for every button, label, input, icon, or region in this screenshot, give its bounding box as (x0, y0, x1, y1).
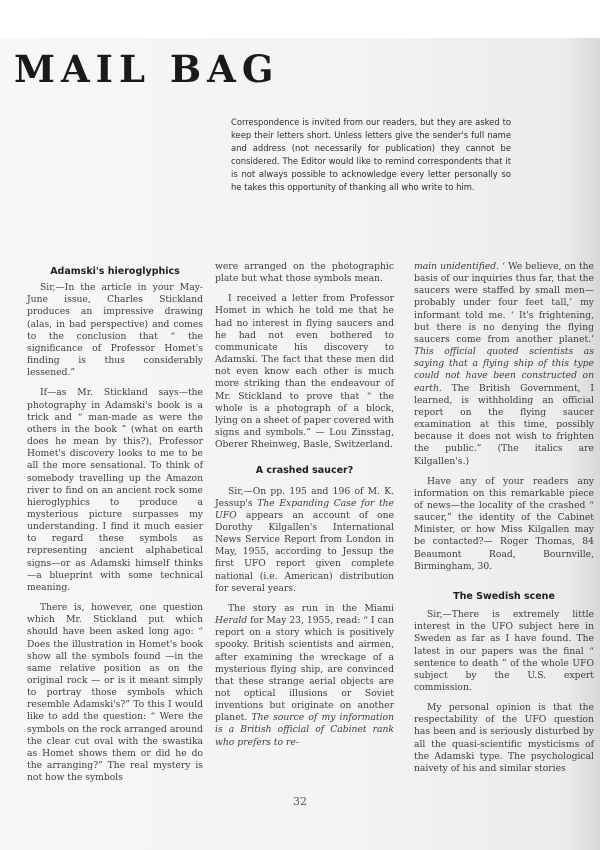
italic-quote: The source of my information is a British official of Cabinet rank who prefers to re- (215, 712, 394, 748)
text-run: for May 23, 1955, read: “ I can report on a story which is positively spooky. British scientists and airmen, after examining the wreckage of a mysterious flying ship, are convinced that these strange aerial objects are not optical illusions or Soviet inventions but originate on another planet. (215, 615, 394, 724)
newspaper-name: Herald (215, 615, 248, 627)
italic-quote: main unidentified. (414, 261, 500, 272)
letter-paragraph: Sir,—In the article in your May-June issue, Charles Stickland produces an impressive drawing (alas, in bad perspective) and comes to the conclusion that “ the significance of Professor Homet's finding is thus considerably lessened.” (27, 282, 203, 379)
italic-quote: This official quoted scientists as saying that a flying ship of this type could not have been constructed on earth. (414, 346, 594, 394)
letter-heading: A crashed saucer? (255, 465, 354, 477)
letter-paragraph (414, 261, 594, 468)
page-title: MAIL BAG (14, 47, 280, 91)
letter-paragraph: There is, however, one question which Mr. Stickland put which should have been asked long ago: “ Does the illustration in Homet's book show all the symbols found —in the same relative position as on the original rock — or is it meant simply to portray those symbols which resemble Adamski's?” To this I would like to add the question: “ Were the symbols on the rock arranged around the clear cut oval with the swastika as Homet shows them or did he do the arranging?” The real mystery is not how the symbols (27, 602, 203, 784)
text-run: appears an account of one Dorothy Kilgallen's International News Service Report from London in May, 1955, according to Jessup the first UFO report given complete national (i.e. American) distribution for several years. (215, 509, 394, 594)
letter-paragraph: Sir,—There is extremely little interest in the UFO subject here in Sweden as far as I have found. The latest in our papers was the final “ sentence to death ” of the whole UFO subject by the U.S. expert commission. (414, 609, 594, 693)
column-2 (215, 261, 394, 757)
page-number: 32 (293, 795, 307, 808)
text-run: The British Government, I learned, is withholding an official report on the flying saucer examination at this time, possibly because it does not wish to frighten the public.” (The italics are Kilgallen's.) (414, 382, 594, 467)
column-1 (27, 266, 203, 792)
editor-intro: Correspondence is invited from our readers, but they are asked to keep their letters short. Unless letters give the sender's full name and address (not necessarily for publication) they cannot be considered. The Editor would like to remind correspondents that it is not always possible to acknowledge every letter personally so he takes this opportunity of thanking all who write to him. (231, 117, 511, 192)
letter-paragraph: Have any of your readers any information on this remarkable piece of news—the locality of the crashed “ saucer,” the identity of the Cabinet Minister, or how Miss Kilgallen may be contacted?— Roger Thomas, 84 Beaumont Road, Bournville, Birmingham, 30. (414, 475, 594, 572)
letter-paragraph: If—as Mr. Stickland says—the photography in Adamski's book is a trick and “ man-made as were the others in the book ” (what on earth does he mean by this?), Professor Homet's discovery looks to me to be all the more sensational. To think of somebody travelling up the Amazon river to find on an ancient rock some hieroglyphics to produce a mysterious picture surpasses my understanding. I find it much easier to regard these symbols as representing ancient alphabetical signs—or as Adamski himself thinks—a blueprint with some technical meaning. (27, 387, 203, 593)
text-run: Sir,—On pp. 195 and 196 of M. K. Jessup's (215, 485, 394, 509)
letter-paragraph: My personal opinion is that the respectability of the UFO question has been and is seriously disturbed by all the quasi-scientific mysticisms of the Adamski type. The psychological naivety of his and similar stories (414, 702, 594, 774)
book-title: The Expanding Case for the UFO (215, 497, 394, 521)
text-run: The story as run in the Miami (228, 602, 394, 614)
letter-paragraph: were arranged on the photographic plate but what those symbols mean. (215, 261, 394, 285)
letter-heading: Adamski's hieroglyphics (50, 266, 180, 277)
letter-paragraph (215, 603, 394, 749)
letter-paragraph (215, 486, 394, 595)
text-run: ‘ We believe, on the basis of our inquiries thus far, that the saucers were staffed by small men—probably under four feet tall,’ my informant told me. ‘ It's frightening, but there is no denying the flying saucers come from another planet.’ (414, 261, 594, 345)
letter-heading: The Swedish scene (453, 590, 555, 602)
column-3 (414, 261, 594, 783)
letter-paragraph: I received a letter from Professor Homet in which he told me that he had no interest in flying saucers and he had not even bothered to communicate his discovery to Adamski. The fact that these men did not even know each other is much more striking than the endeavour of Mr. Stickland to prove that “ the whole is a photograph of a block, lying on a sheet of paper covered with signs and symbols.” — Lou Zinsstag, Oberer Rheinweg, Basle, Switzerland. (215, 293, 394, 451)
